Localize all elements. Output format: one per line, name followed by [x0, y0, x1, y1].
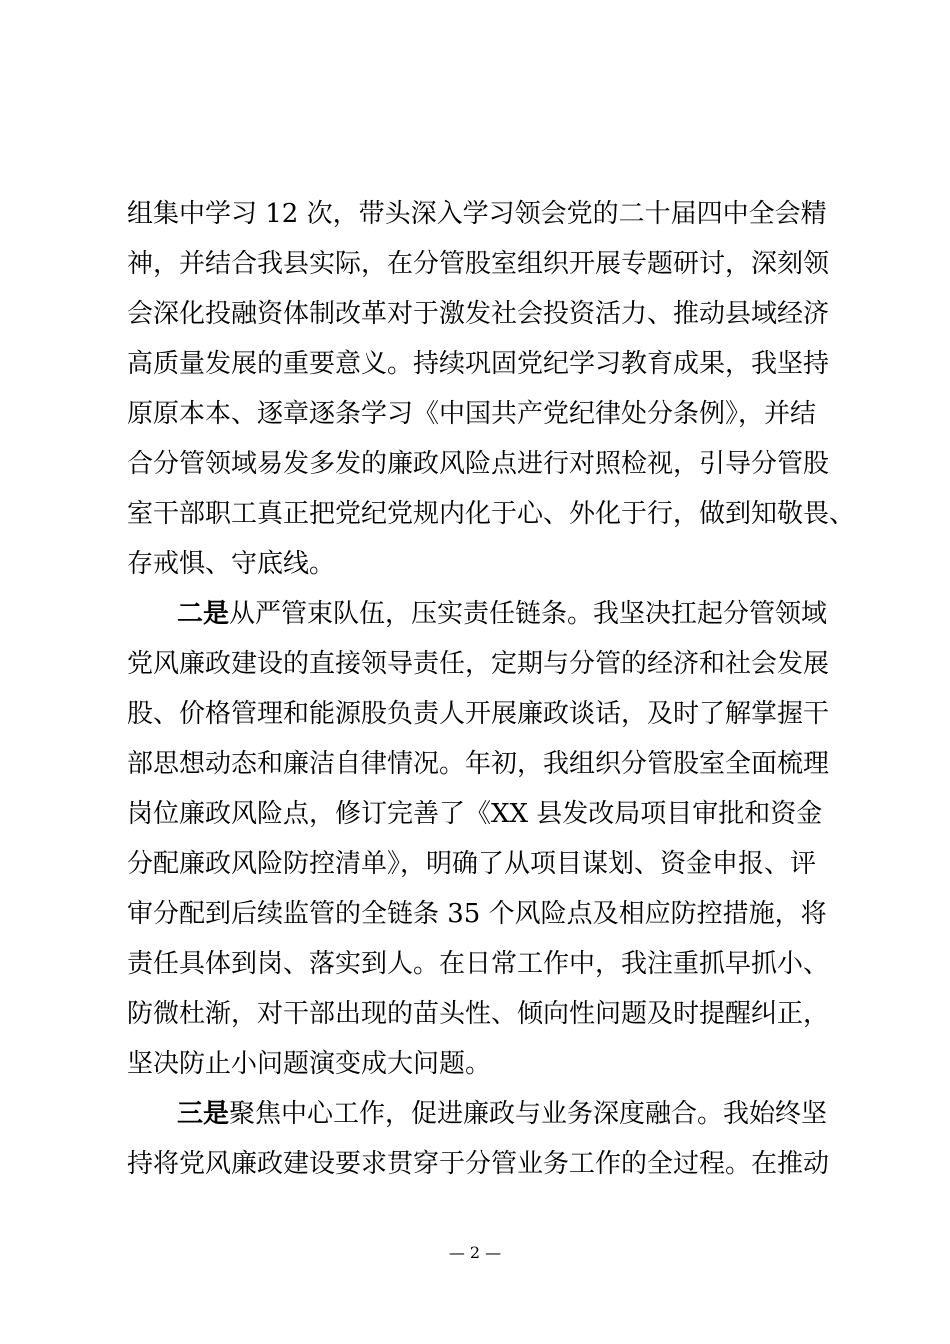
paragraph-2-line-9: 防微杜渐，对干部出现的苗头性、倾向性问题及时提醒纠正， [127, 999, 830, 1029]
paragraph-1-line-7: 室干部职工真正把党纪党规内化于心、外化于行，做到知敬畏、 [127, 499, 856, 529]
paragraph-3-first-text: 聚焦中心工作，促进廉政与业务深度融合。我始终坚 [229, 1099, 828, 1129]
paragraph-3-line-1 [177, 1099, 827, 1129]
paragraph-2-line-1 [177, 599, 827, 629]
paragraph-3-lead: 三是 [177, 1099, 230, 1129]
paragraph-1-line-8: 存戒惧、守底线。 [127, 549, 336, 579]
paragraph-2-line-8: 责任具体到岗、落实到人。在日常工作中，我注重抓早抓小、 [127, 949, 830, 979]
paragraph-2-line-4: 部思想动态和廉洁自律情况。年初，我组织分管股室全面梳理 [127, 749, 830, 779]
paragraph-1-line-2: 神，并结合我县实际，在分管股室组织开展专题研讨，深刻领 [127, 249, 830, 279]
paragraph-2-line-2: 党风廉政建设的直接领导责任，定期与分管的经济和社会发展 [127, 649, 830, 679]
paragraph-2-first-text: 从严管束队伍，压实责任链条。我坚决扛起分管领域 [229, 599, 828, 629]
paragraph-1-line-4: 高质量发展的重要意义。持续巩固党纪学习教育成果，我坚持 [127, 349, 830, 379]
paragraph-1-line-5: 原原本本、逐章逐条学习《中国共产党纪律处分条例》，并结 [127, 399, 817, 429]
paragraph-2-line-7: 审分配到后续监管的全链条 35 个风险点及相应防控措施，将 [127, 899, 827, 929]
paragraph-3-line-2: 持将党风廉政建设要求贯穿于分管业务工作的全过程。在推动 [127, 1149, 830, 1179]
paragraph-1-line-3: 会深化投融资体制改革对于激发社会投资活力、推动县域经济 [127, 299, 830, 329]
paragraph-1-line-6: 合分管领域易发多发的廉政风险点进行对照检视，引导分管股 [127, 449, 830, 479]
paragraph-2-line-3: 股、价格管理和能源股负责人开展廉政谈话，及时了解掌握干 [127, 699, 830, 729]
paragraph-2-line-5: 岗位廉政风险点，修订完善了《XX 县发改局项目审批和资金 [127, 799, 823, 829]
page-number: — 2 — [448, 1243, 502, 1262]
paragraph-2-lead: 二是 [177, 599, 230, 629]
paragraph-2-line-6: 分配廉政风险防控清单》，明确了从项目谋划、资金申报、评 [127, 849, 817, 879]
paragraph-1-line-1: 组集中学习 12 次，带头深入学习领会党的二十届四中全会精 [127, 199, 827, 229]
paragraph-2-line-10: 坚决防止小问题演变成大问题。 [127, 1049, 492, 1079]
